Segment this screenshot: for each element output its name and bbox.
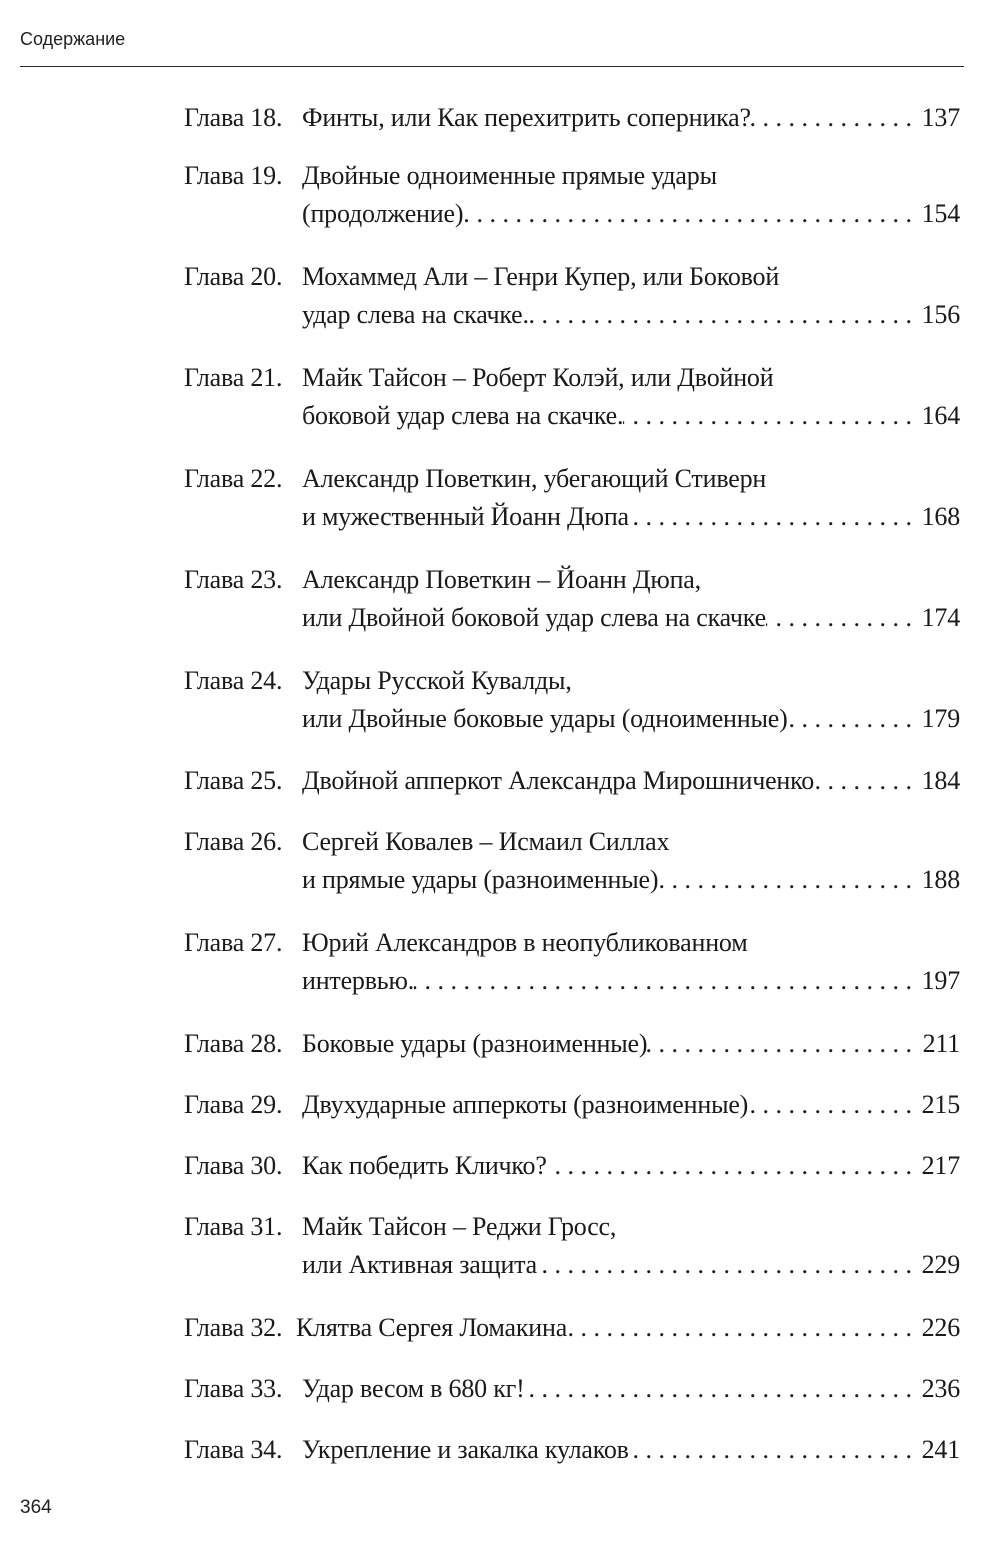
chapter-title-continued: или Двойные боковые удары (одноименные)	[302, 704, 788, 733]
dot-leader	[647, 1025, 918, 1063]
page-ref: 241	[921, 1435, 960, 1464]
chapter-number: Глава 28.	[184, 1029, 283, 1058]
toc-entry-20	[184, 258, 960, 334]
dot-leader	[623, 397, 918, 435]
chapter-number: Глава 24.	[184, 666, 283, 695]
page-number: 364	[20, 1497, 52, 1518]
page-ref: 164	[921, 401, 960, 430]
chapter-title: Майк Тайсон – Роберт Колэй, или Двойной	[302, 363, 774, 392]
dot-leader	[658, 861, 918, 899]
chapter-title: Майк Тайсон – Реджи Гросс,	[302, 1212, 617, 1241]
toc-entry-33	[184, 1370, 960, 1408]
page-ref: 215	[921, 1090, 960, 1119]
dot-leader	[567, 1309, 918, 1347]
chapter-number: Глава 27.	[184, 928, 283, 957]
chapter-number: Глава 21.	[184, 363, 283, 392]
page-ref: 226	[921, 1313, 960, 1342]
chapter-number: Глава 25.	[184, 766, 283, 795]
page-ref: 154	[921, 199, 960, 228]
chapter-number: Глава 20.	[184, 262, 283, 291]
chapter-title: Клятва Сергея Ломакина	[296, 1313, 568, 1342]
dot-leader	[529, 296, 918, 334]
page-ref: 168	[921, 502, 960, 531]
chapter-number: Глава 22.	[184, 464, 283, 493]
toc-entry-28	[184, 1025, 960, 1063]
chapter-title: Двойные одноименные прямые удары	[302, 161, 717, 190]
page-ref: 156	[921, 300, 960, 329]
page-ref: 197	[921, 966, 960, 995]
dot-leader	[414, 962, 918, 1000]
chapter-number: Глава 29.	[184, 1090, 283, 1119]
toc-entry-24	[184, 662, 960, 738]
toc-entry-29	[184, 1086, 960, 1124]
chapter-number: Глава 18.	[184, 103, 283, 132]
chapter-title-continued: или Активная защита	[302, 1250, 537, 1279]
chapter-title-continued: или Двойной боковой удар слева на скачке	[302, 603, 766, 632]
chapter-number: Глава 30.	[184, 1151, 283, 1180]
dot-leader	[629, 498, 918, 536]
chapter-title: Удары Русской Кувалды,	[302, 666, 572, 695]
chapter-number: Глава 32.	[184, 1313, 283, 1342]
toc-entry-30	[184, 1147, 960, 1185]
chapter-title: Александр Поветкин, убегающий Стиверн	[302, 464, 767, 493]
toc-entry-23	[184, 561, 960, 637]
chapter-title-continued: и прямые удары (разноименные)	[302, 865, 659, 894]
chapter-title: Александр Поветкин – Йоанн Дюпа,	[302, 565, 701, 594]
chapter-title-continued: и мужественный Йоанн Дюпа	[302, 502, 629, 531]
chapter-title: Как победить Кличко?	[302, 1151, 547, 1180]
dot-leader	[751, 99, 918, 137]
chapter-number: Глава 34.	[184, 1435, 283, 1464]
dot-leader	[525, 1370, 918, 1408]
dot-leader	[814, 762, 918, 800]
page-ref: 184	[921, 766, 960, 795]
page-ref: 236	[921, 1374, 960, 1403]
dot-leader	[629, 1431, 918, 1469]
dot-leader	[537, 1246, 918, 1284]
page-ref: 229	[921, 1250, 960, 1279]
chapter-number: Глава 31.	[184, 1212, 283, 1241]
toc-entry-19	[184, 157, 960, 233]
page-ref: 137	[921, 103, 960, 132]
chapter-number: Глава 26.	[184, 827, 283, 856]
chapter-number: Глава 19.	[184, 161, 283, 190]
toc-entry-31	[184, 1208, 960, 1284]
page-ref: 217	[921, 1151, 960, 1180]
chapter-title: Укрепление и закалка кулаков	[302, 1435, 629, 1464]
chapter-title-continued: боковой удар слева на скачке.	[302, 401, 624, 430]
toc-entry-22	[184, 460, 960, 536]
chapter-title: Сергей Ковалев – Исмаил Силлах	[302, 827, 670, 856]
toc-entry-32	[184, 1309, 960, 1347]
toc-entry-34	[184, 1431, 960, 1469]
dot-leader	[788, 700, 918, 738]
toc-entry-25	[184, 762, 960, 800]
page-ref: 211	[922, 1029, 960, 1058]
dot-leader	[470, 195, 918, 233]
dot-leader	[748, 1086, 918, 1124]
toc-entry-21	[184, 359, 960, 435]
chapter-title-continued: интервью.	[302, 966, 414, 995]
chapter-title-continued: удар слева на скачке.	[302, 300, 529, 329]
chapter-title: Двойной апперкот Александра Мирошниченко	[302, 766, 815, 795]
dot-leader	[547, 1147, 918, 1185]
page-ref: 188	[921, 865, 960, 894]
page-ref: 174	[921, 603, 960, 632]
dot-leader	[766, 599, 918, 637]
chapter-number: Глава 33.	[184, 1374, 283, 1403]
chapter-title: Юрий Александров в неопубликованном	[302, 928, 748, 957]
chapter-title: Боковые удары (разноименные)	[302, 1029, 648, 1058]
chapter-number: Глава 23.	[184, 565, 283, 594]
chapter-title: Мохаммед Али – Генри Купер, или Боковой	[302, 262, 780, 291]
chapter-title: Двухударные апперкоты (разноименные)	[302, 1090, 749, 1119]
toc-entry-27	[184, 924, 960, 1000]
chapter-title-continued: (продолжение).	[302, 199, 470, 228]
toc-entry-18	[184, 99, 960, 137]
page-ref: 179	[921, 704, 960, 733]
toc-entry-26	[184, 823, 960, 899]
chapter-title: Удар весом в 680 кг!	[302, 1374, 525, 1403]
running-head: Содержание	[20, 29, 126, 49]
chapter-title: Финты, или Как перехитрить соперника?	[302, 103, 751, 132]
